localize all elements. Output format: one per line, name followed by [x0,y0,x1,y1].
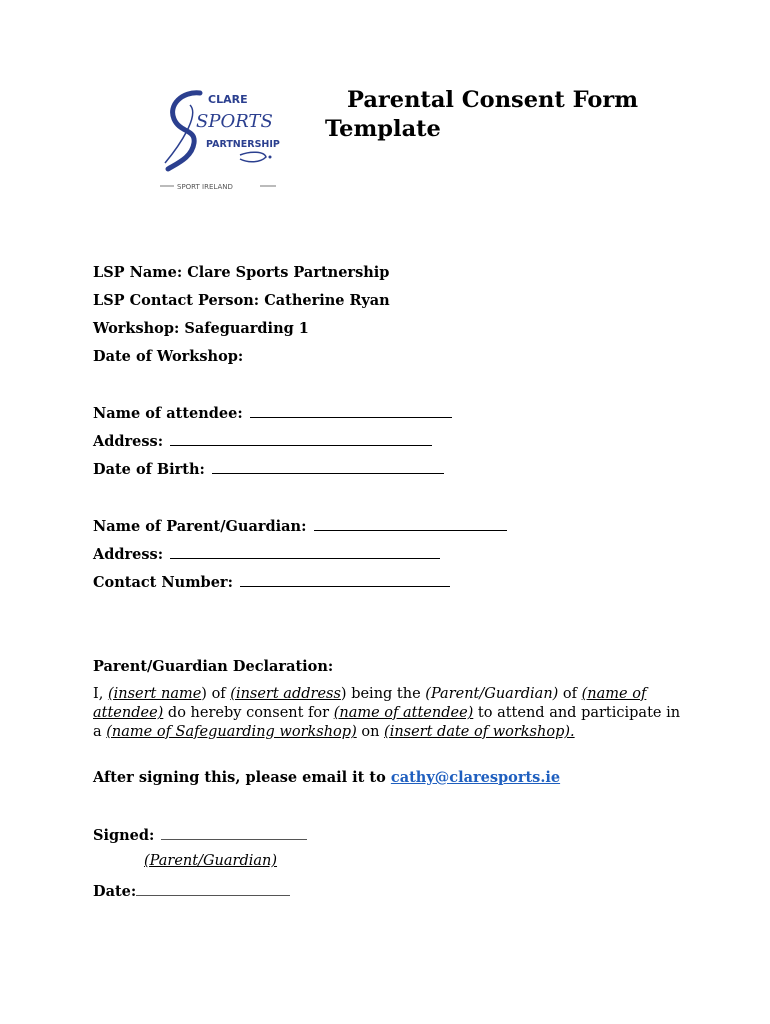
attendee-name-row [93,403,452,424]
page-title: Parental Consent Form Template [325,87,639,142]
attendee-address-row [93,431,432,452]
attendee-address-field[interactable] [170,431,432,446]
decl-text-5: do hereby consent for [163,705,334,721]
date-field[interactable] [136,881,290,896]
decl-name-of-attendee-2: (name of attendee) [333,705,474,721]
email-instruction [93,769,560,786]
email-prefix: After signing this, please email it to [93,769,391,786]
decl-insert-date: (insert date of workshop). [384,724,575,740]
attendee-dob-field[interactable] [212,459,444,474]
decl-text-1: I, [93,686,108,702]
signature-field[interactable] [161,825,307,840]
parent-name-label: Name of Parent/Guardian: [93,518,307,535]
decl-text-6: to attend and participate in a [93,705,681,740]
email-link[interactable]: cathy@claresports.ie [390,769,561,786]
parent-address-label: Address: [93,546,164,563]
parent-address-row [93,544,440,565]
decl-insert-name: (insert name [107,686,202,702]
clare-sports-logo [160,85,285,195]
logo-text-sports: SPORTS [196,111,273,132]
parent-name-field[interactable] [314,516,507,531]
workshop-name: Workshop: Safeguarding 1 [93,320,309,337]
logo-text-partnership: PARTNERSHIP [206,139,280,150]
decl-parent-guardian: (Parent/Guardian) [425,686,559,702]
parent-contact-row [93,572,450,593]
logo-text-sport-ireland: SPORT IRELAND [177,183,233,191]
lsp-name: LSP Name: Clare Sports Partnership [93,264,390,281]
date-label: Date: [93,883,137,900]
decl-text-7: on [356,724,385,740]
attendee-dob-label: Date of Birth: [93,461,205,478]
decl-insert-address: (insert address [230,686,341,702]
date-of-workshop: Date of Workshop: [93,348,244,365]
parent-guardian-caption: (Parent/Guardian) [144,853,278,869]
signed-label: Signed: [93,827,155,844]
parent-address-field[interactable] [170,544,440,559]
signed-row [93,825,307,846]
attendee-name-field[interactable] [250,403,452,418]
decl-text-2: ) of [201,686,231,702]
attendee-address-label: Address: [93,433,164,450]
parent-name-row [93,516,507,537]
decl-workshop-name: (name of Safeguarding workshop) [106,724,357,740]
attendee-name-label: Name of attendee: [93,405,243,422]
decl-text-4: of [558,686,582,702]
lsp-contact-person: LSP Contact Person: Catherine Ryan [93,292,390,309]
parent-contact-label: Contact Number: [93,574,233,591]
logo-graphic [160,85,285,195]
attendee-dob-row [93,459,444,480]
declaration-text [93,685,683,742]
decl-name-of-attendee-1: (name of attendee) [93,686,647,721]
declaration-heading: Parent/Guardian Declaration: [93,658,334,675]
parent-contact-field[interactable] [240,572,450,587]
date-row [93,881,290,902]
logo-text-clare: CLARE [208,93,248,106]
decl-text-3: ) being the [340,686,426,702]
